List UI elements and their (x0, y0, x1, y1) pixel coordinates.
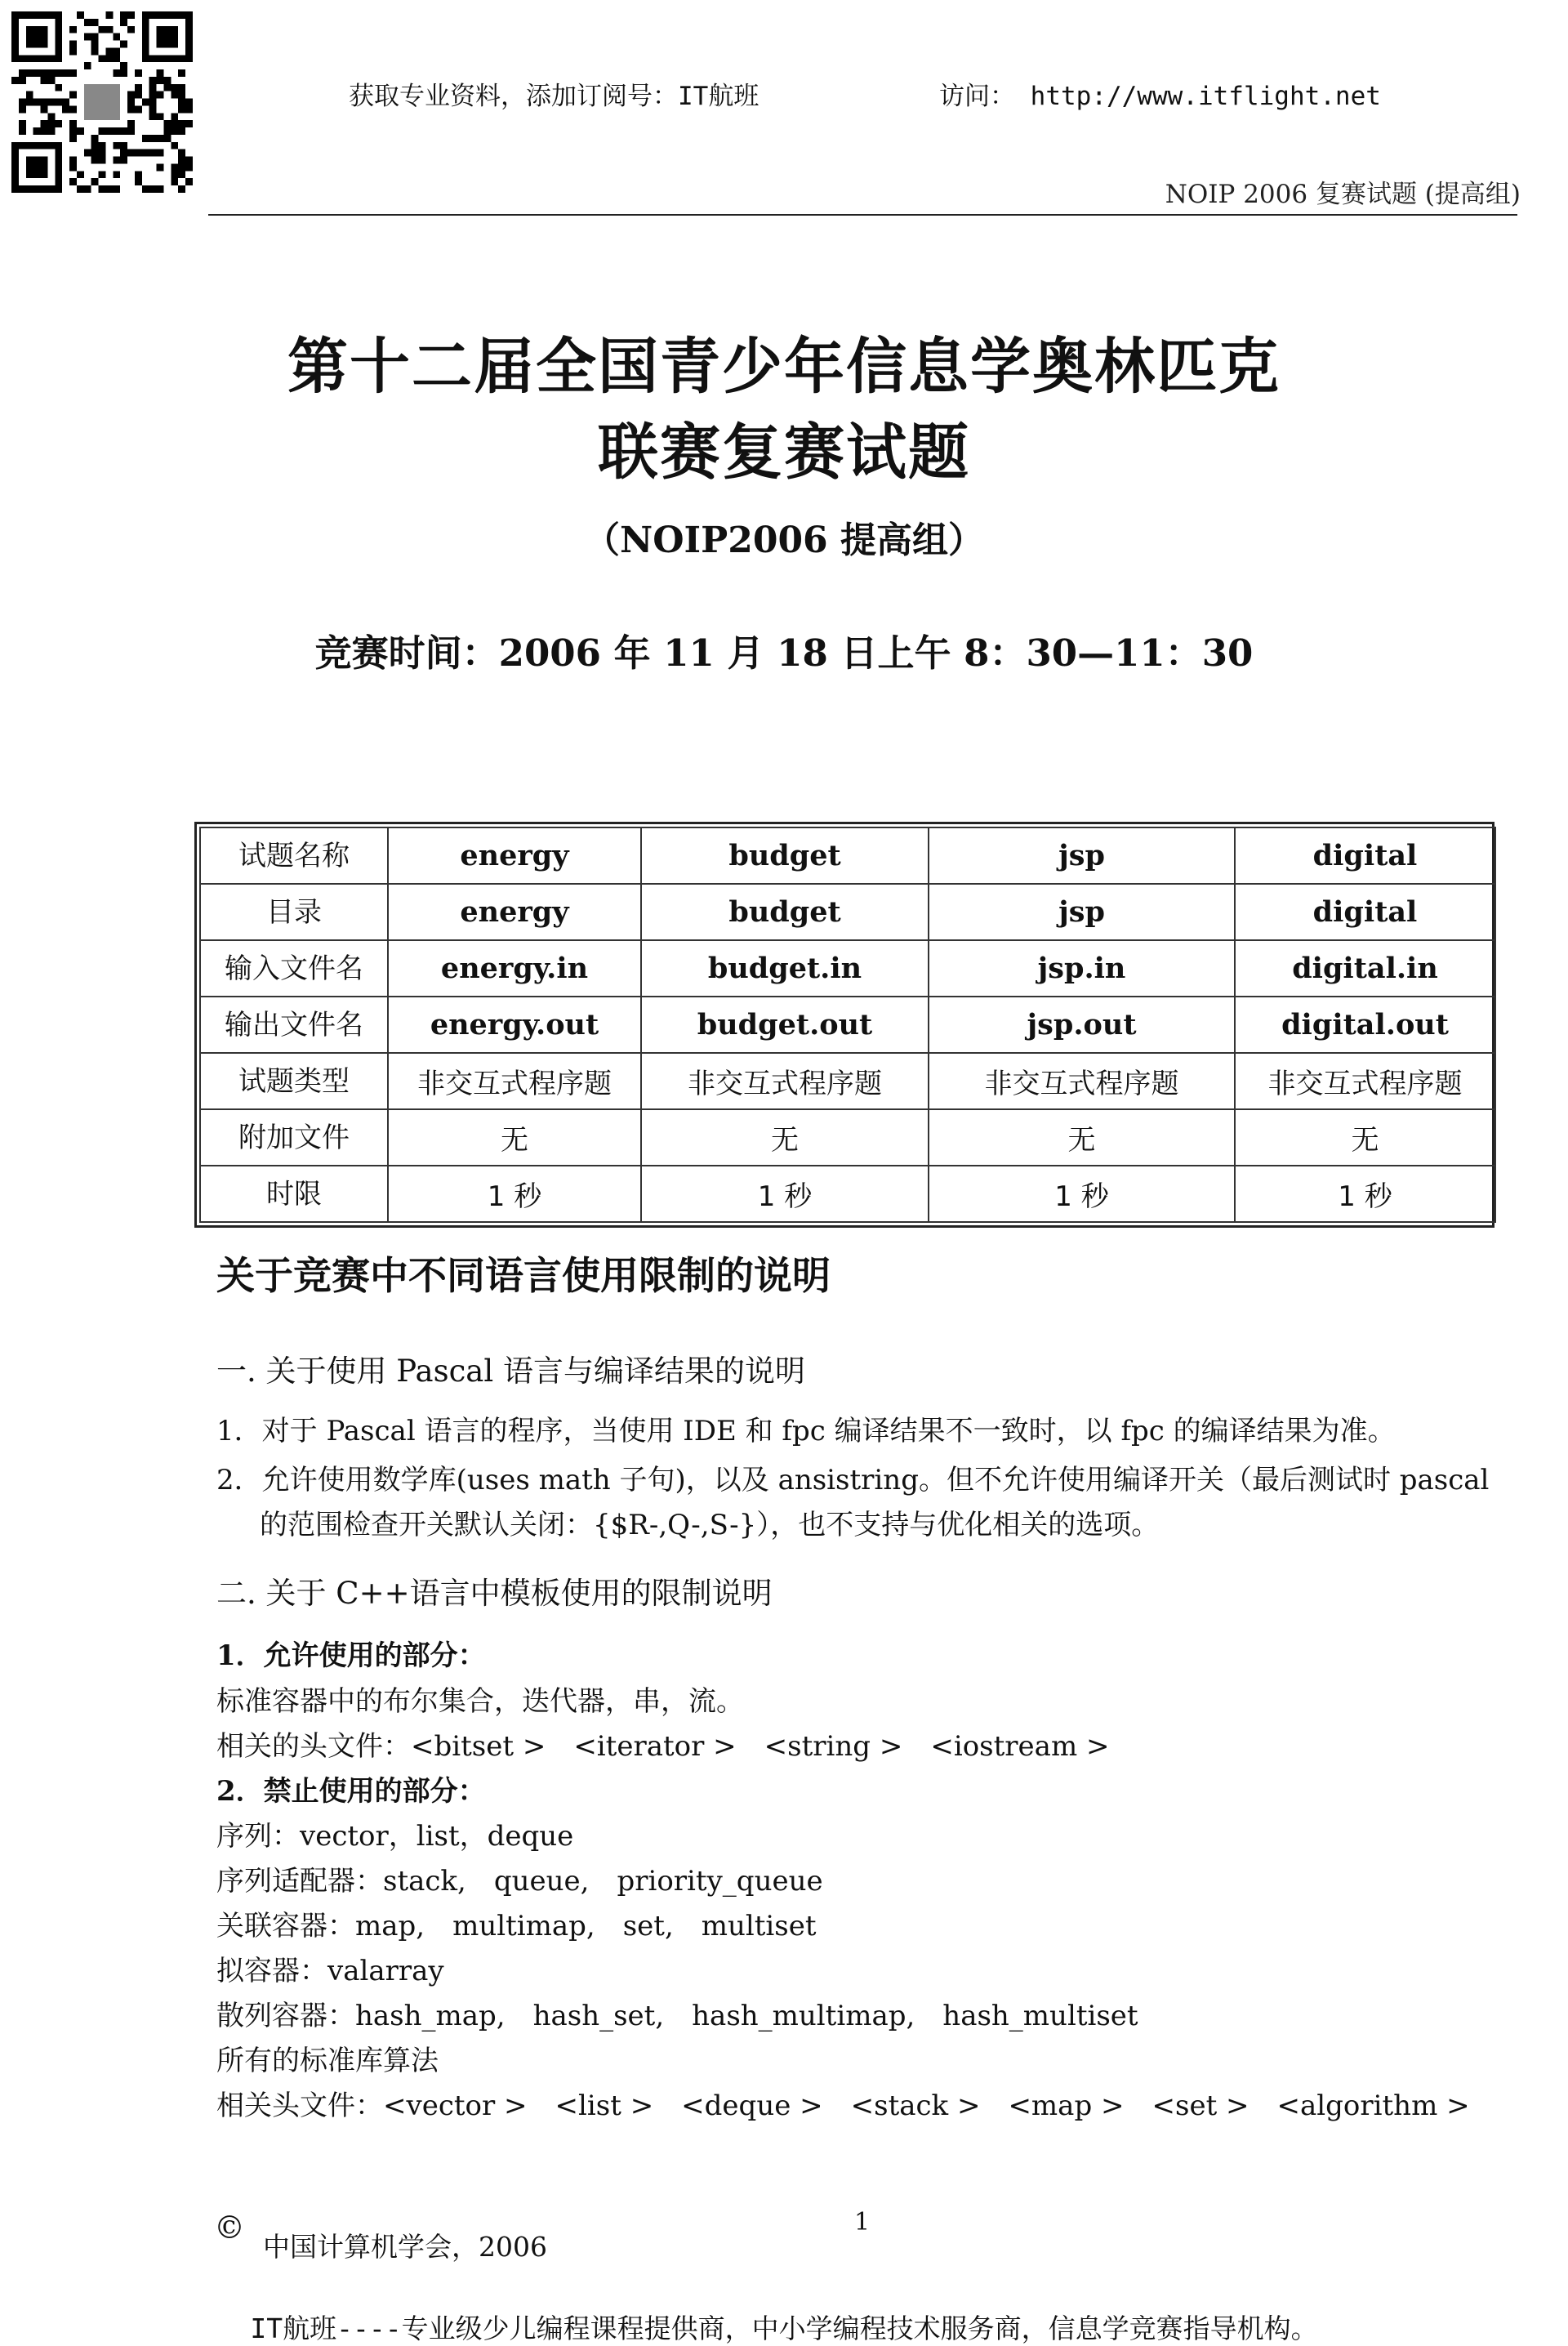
table-row (200, 1053, 1495, 1109)
table-cell: jsp (929, 884, 1235, 940)
header-divider (208, 214, 1517, 216)
copyright-text: 中国计算机学会，2006 (263, 2231, 547, 2263)
table-row-header: 试题类型 (200, 1053, 388, 1109)
table-cell: budget (641, 884, 929, 940)
table-cell: 非交互式程序题 (641, 1053, 929, 1109)
forbidden-item: 序列：vector，list，deque (216, 1820, 574, 1853)
table-row-header: 附加文件 (200, 1109, 388, 1166)
table-cell: 非交互式程序题 (1235, 1053, 1495, 1109)
table-cell: 1 秒 (641, 1166, 929, 1222)
forbidden-item: 拟容器：valarray (216, 1955, 444, 1987)
problem-info-table (194, 822, 1494, 1228)
section-heading: 关于竞赛中不同语言使用限制的说明 (216, 1254, 831, 1299)
table-cell: jsp.in (929, 940, 1235, 997)
table-cell: 1 秒 (1235, 1166, 1495, 1222)
copyright-icon: © (214, 2210, 245, 2246)
table-cell: digital.out (1235, 997, 1495, 1053)
page-title-line1: 第十二届全国青少年信息学奥林匹克 (287, 332, 1281, 402)
table-row-header: 目录 (200, 884, 388, 940)
page-title-group: （NOIP2006 提高组） (584, 520, 984, 561)
table-cell: 1 秒 (929, 1166, 1235, 1222)
forbidden-heading: 2．禁止使用的部分： (216, 1775, 486, 1808)
page-title-line2: 联赛复赛试题 (598, 417, 970, 488)
table-row (200, 1109, 1495, 1166)
table-cell: digital (1235, 884, 1495, 940)
header-document-subtitle: NOIP 2006 复赛试题 (提高组) (1165, 180, 1521, 209)
table-cell: digital.in (1235, 940, 1495, 997)
table-row (200, 884, 1495, 940)
table-cell: 无 (388, 1109, 641, 1166)
table-row (200, 1166, 1495, 1222)
table-cell: jsp.out (929, 997, 1235, 1053)
table-row-header: 输出文件名 (200, 997, 388, 1053)
header-subscription-text: 获取专业资料，添加订阅号：IT航班 (349, 82, 760, 111)
table-cell: energy (388, 827, 641, 884)
table-cell: budget.in (641, 940, 929, 997)
forbidden-item: 序列适配器：stack, queue, priority_queue (216, 1865, 823, 1898)
table-row (200, 827, 1495, 884)
forbidden-item: 相关头文件：<vector > <list > <deque > <stack > <map > <set > <algorithm > (216, 2090, 1470, 2122)
page-number: 1 (854, 2208, 871, 2237)
table-cell: 非交互式程序题 (929, 1053, 1235, 1109)
table-row-header: 时限 (200, 1166, 388, 1222)
header-website-link[interactable]: 访问： http://www.itflight.net (939, 82, 1381, 111)
table-cell: 无 (929, 1109, 1235, 1166)
table-cell: 非交互式程序题 (388, 1053, 641, 1109)
table-cell: 无 (641, 1109, 929, 1166)
forbidden-item: 所有的标准库算法 (216, 2045, 439, 2077)
contest-time: 竞赛时间：2006 年 11 月 18 日上午 8：30—11：30 (314, 631, 1254, 675)
table-cell: energy.out (388, 997, 641, 1053)
table-cell: energy.in (388, 940, 641, 997)
table-cell: 无 (1235, 1109, 1495, 1166)
table-cell: digital (1235, 827, 1495, 884)
pascal-subheading: 一. 关于使用 Pascal 语言与编译结果的说明 (216, 1354, 805, 1389)
table-row-header: 试题名称 (200, 827, 388, 884)
table-cell: budget (641, 827, 929, 884)
footer-text: IT航班----专业级少儿编程课程提供商，中小学编程技术服务商，信息学竞赛指导机构。 (250, 2313, 1318, 2344)
table-cell: 1 秒 (388, 1166, 641, 1222)
table-cell: energy (388, 884, 641, 940)
allowed-line-1: 标准容器中的布尔集合，迭代器，串，流。 (216, 1685, 744, 1718)
cpp-subheading: 二. 关于 C++语言中模板使用的限制说明 (216, 1576, 773, 1611)
qr-code-icon (11, 11, 193, 193)
table-row-header: 输入文件名 (200, 940, 388, 997)
allowed-heading: 1．允许使用的部分： (216, 1639, 486, 1672)
pascal-rule-1: 1．对于 Pascal 语言的程序，当使用 IDE 和 fpc 编译结果不一致时，以 fpc 的编译结果为准。 (216, 1415, 1396, 1447)
pascal-rule-2b: 的范围检查开关默认关闭：{$R-,Q-,S-}），也不支持与优化相关的选项。 (260, 1509, 1160, 1541)
table-row (200, 940, 1495, 997)
forbidden-item: 关联容器：map, multimap, set, multiset (216, 1910, 817, 1942)
table-cell: budget.out (641, 997, 929, 1053)
allowed-line-2: 相关的头文件：<bitset > <iterator > <string > <iostream > (216, 1730, 1110, 1763)
pascal-rule-2a: 2．允许使用数学库(uses math 子句)，以及 ansistring。但不允许使用编译开关（最后测试时 pascal (216, 1464, 1490, 1496)
table-row (200, 997, 1495, 1053)
table-cell: jsp (929, 827, 1235, 884)
forbidden-item: 散列容器：hash_map, hash_set, hash_multimap, hash_multiset (216, 2000, 1138, 2032)
